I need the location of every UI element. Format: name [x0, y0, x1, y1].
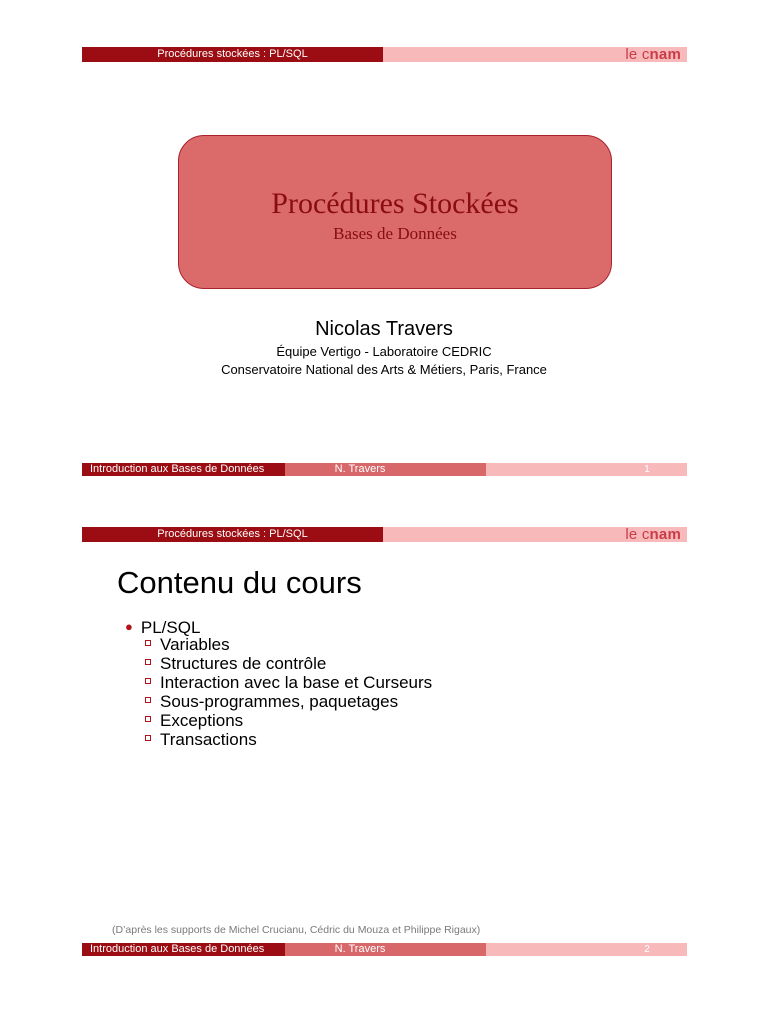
sub-bullet-item — [145, 692, 432, 711]
title-box — [178, 135, 612, 289]
presentation-subtitle: Bases de Données — [333, 224, 457, 243]
sub-bullet-item — [145, 711, 432, 730]
square-bullet-icon — [145, 659, 151, 665]
slide-1 — [0, 0, 768, 480]
logo-prefix: le c — [625, 46, 650, 63]
header-title: Procédures stockées : PL/SQL — [157, 528, 308, 540]
square-bullet-icon — [145, 640, 151, 646]
sub-bullet-label: Structures de contrôle — [160, 654, 327, 673]
square-bullet-icon — [145, 678, 151, 684]
team-affiliation: Équipe Vertigo - Laboratoire CEDRIC — [276, 344, 492, 359]
square-bullet-icon — [145, 697, 151, 703]
bullet-dot-icon: ● — [125, 619, 133, 634]
sub-bullet-item — [145, 673, 432, 692]
sub-bullet-item — [145, 730, 432, 749]
footer-author: N. Travers — [334, 463, 386, 475]
cnam-logo — [625, 526, 681, 544]
sub-bullet-item — [145, 635, 432, 654]
author-name: Nicolas Travers — [315, 318, 453, 340]
slide-header — [82, 527, 687, 543]
presentation-title: Procédures Stockées — [271, 187, 519, 220]
slide-footer — [82, 943, 687, 956]
slide-title: Contenu du cours — [117, 565, 362, 600]
page-number: 1 — [644, 464, 650, 475]
square-bullet-icon — [145, 716, 151, 722]
institution: Conservatoire National des Arts & Métiers, Paris, France — [221, 362, 547, 377]
header-title: Procédures stockées : PL/SQL — [157, 48, 308, 60]
square-bullet-icon — [145, 735, 151, 741]
logo-bold: nam — [649, 526, 681, 543]
cnam-logo — [625, 46, 681, 64]
bullet-label: PL/SQL — [140, 618, 201, 637]
credits-note: (D’après les supports de Michel Crucianu, Cédric du Mouza et Philippe Rigaux) — [112, 924, 481, 936]
sub-bullet-list — [145, 635, 432, 749]
sub-bullet-item — [145, 654, 432, 673]
page-number: 2 — [644, 944, 650, 955]
sub-bullet-label: Transactions — [160, 730, 257, 749]
footer-course: Introduction aux Bases de Données — [90, 463, 265, 475]
sub-bullet-label: Variables — [160, 635, 230, 654]
sub-bullet-label: Interaction avec la base et Curseurs — [160, 673, 433, 692]
sub-bullet-label: Sous-programmes, paquetages — [160, 692, 399, 711]
sub-bullet-label: Exceptions — [160, 711, 244, 730]
slide-header — [82, 47, 687, 63]
slide-2 — [0, 480, 768, 960]
footer-course: Introduction aux Bases de Données — [90, 943, 265, 955]
logo-bold: nam — [649, 46, 681, 63]
slide-footer — [82, 463, 687, 476]
footer-author: N. Travers — [334, 943, 386, 955]
logo-prefix: le c — [625, 526, 650, 543]
